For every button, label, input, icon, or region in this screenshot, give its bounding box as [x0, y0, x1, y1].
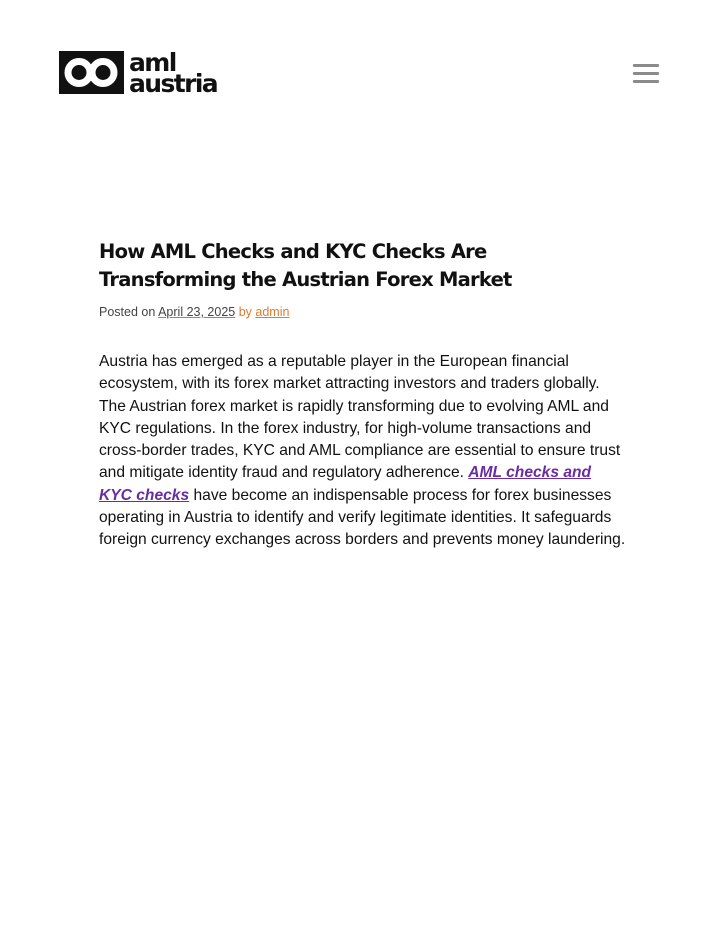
site-logo[interactable]	[59, 47, 218, 98]
post-author-link[interactable]: admin	[255, 305, 290, 319]
by-label: by	[238, 305, 252, 319]
post-paragraph	[99, 351, 627, 552]
site-header	[59, 47, 661, 98]
logo-line-aml: aml	[129, 47, 176, 77]
hamburger-menu-icon[interactable]	[633, 63, 661, 85]
posted-on-label: Posted on	[99, 305, 156, 319]
logo-line-austria: austria	[129, 68, 218, 98]
logo-wordmark	[129, 47, 218, 98]
post-date-link[interactable]: April 23, 2025	[158, 305, 236, 319]
paragraph-text-after-link: have become an indispensable process for forex businesses operating in Austria to identify and verify legitimate identities. It safeguards foreign currency exchanges across borders and prevents money laundering.	[99, 486, 626, 549]
aml-kyc-checks-link[interactable]: AML checks and KYC checks	[99, 464, 592, 504]
blog-post	[99, 238, 627, 552]
paragraph-text-before-link: Austria has emerged as a reputable player in the European financial ecosystem, with its forex market attracting investors and traders globally. The Austrian forex market is rapidly transforming due to evolving AML and KYC regulations. In the forex industry, for high-volume transactions and cross-border trades, KYC and AML compliance are essential to ensure trust and mitigate identity fraud and regulatory adherence.	[99, 353, 621, 482]
aml-austria-logo-mark-icon	[59, 51, 124, 94]
post-meta	[99, 303, 627, 321]
post-title: How AML Checks and KYC Checks Are Transforming the Austrian Forex Market	[99, 240, 512, 291]
